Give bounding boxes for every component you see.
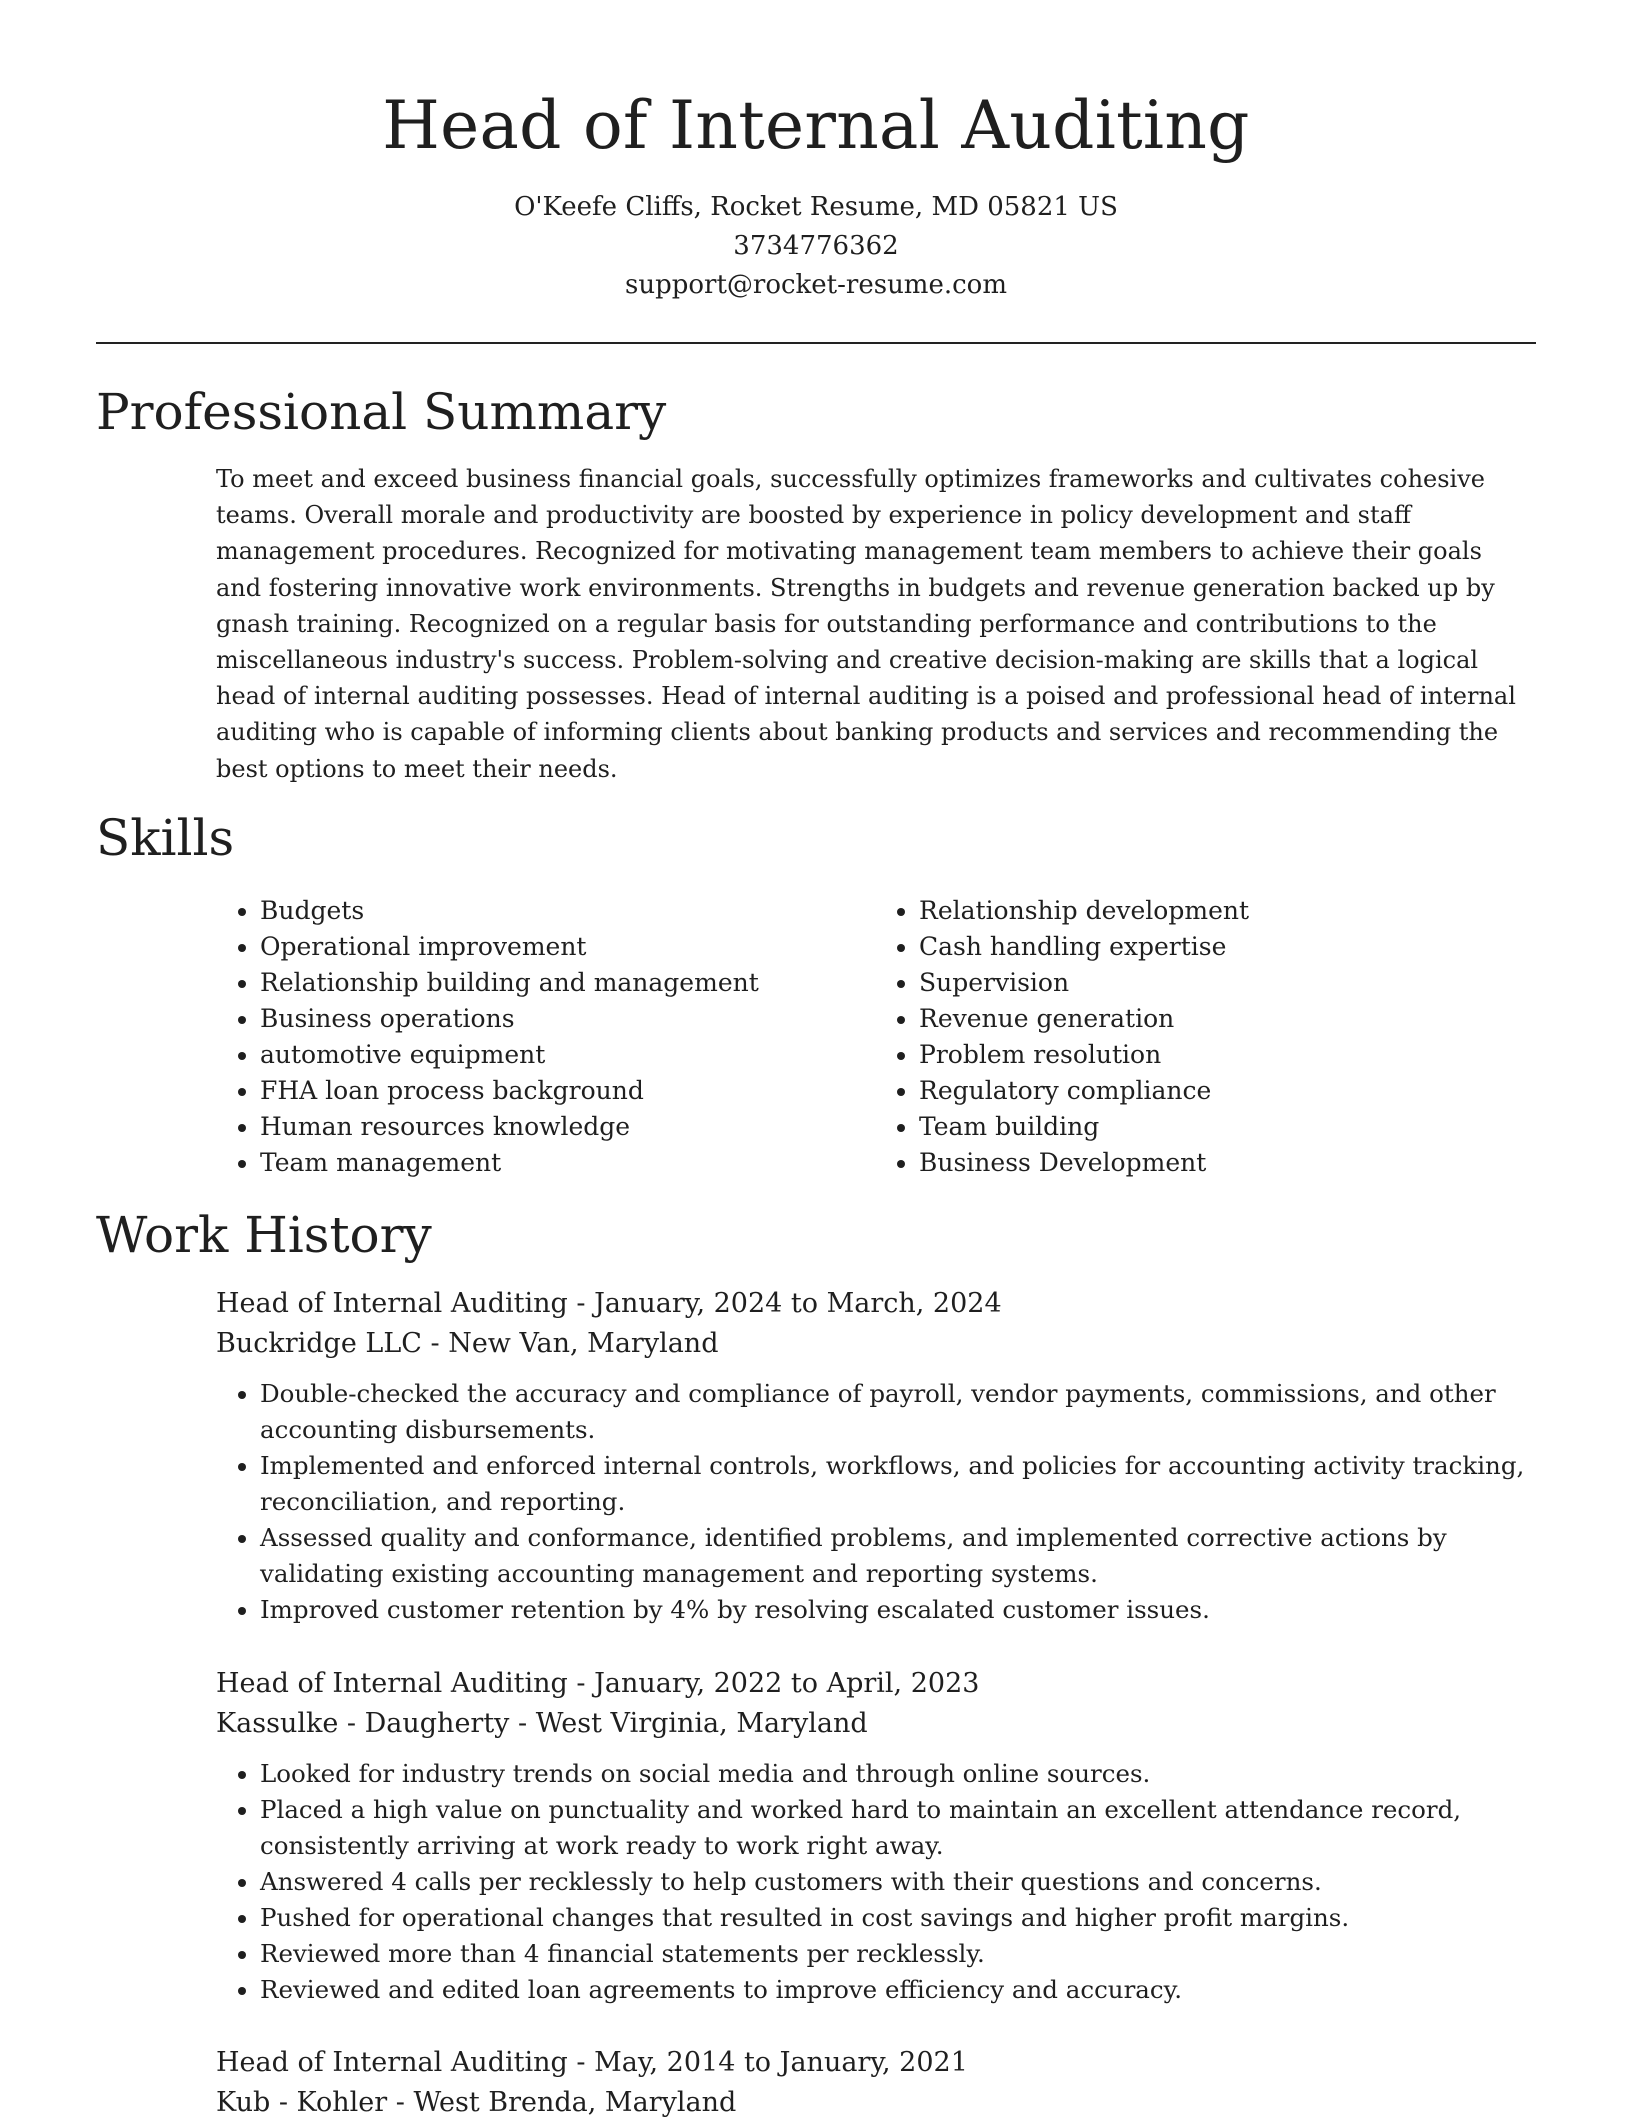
resume-title: Head of Internal Auditing <box>382 87 1250 164</box>
skill-item: • Problem resolution <box>919 1037 1534 1073</box>
work-history-heading: Work History <box>96 1206 432 1264</box>
skill-item: • Business Development <box>919 1145 1534 1181</box>
skill-item: • Relationship building and management <box>260 965 875 1001</box>
job-dates: May, 2014 to January, 2021 <box>594 2047 968 2078</box>
contact-phone: 3734776362 <box>733 231 899 261</box>
resume-header <box>0 0 1632 305</box>
job-title: Head of Internal Auditing <box>216 1668 568 1699</box>
job-title-line: Head of Internal Auditing - January, 2022 to April, 2023 <box>216 1668 980 1699</box>
job-title: Head of Internal Auditing <box>216 2047 568 2078</box>
job-bullet: • Pushed for operational changes that resulted in cost savings and higher profit margins. <box>260 1900 1534 1936</box>
contact-email: support@rocket-resume.com <box>624 270 1007 300</box>
job-bullet: • Looked for industry trends on social media and through online sources. <box>260 1756 1534 1792</box>
summary-heading: Professional Summary <box>96 383 667 441</box>
skill-item: • Team management <box>260 1145 875 1181</box>
job-company: Kassulke - Daugherty <box>216 1708 510 1739</box>
skill-item: • Human resources knowledge <box>260 1109 875 1145</box>
skill-item: • FHA loan process background <box>260 1073 875 1109</box>
job-location: West Brenda, Maryland <box>413 2087 737 2118</box>
skill-item: • Relationship development <box>919 893 1534 929</box>
skill-item: • Budgets <box>260 893 875 929</box>
skill-item: • Supervision <box>919 965 1534 1001</box>
job-bullet: • Assessed quality and conformance, identified problems, and implemented corrective actions by validating existing accounting management and reporting systems. <box>260 1520 1534 1592</box>
skill-item: • Operational improvement <box>260 929 875 965</box>
job-entry <box>216 1664 1534 2008</box>
job-bullet: • Reviewed more than 4 financial statements per recklessly. <box>260 1936 1534 1972</box>
job-company: Buckridge LLC <box>216 1328 422 1359</box>
job-entry <box>216 1284 1534 1628</box>
skill-item: • Team building <box>919 1109 1534 1145</box>
job-company-line: Kub - Kohler - West Brenda, Maryland <box>216 2087 737 2118</box>
job-bullet: • Double-checked the accuracy and compliance of payroll, vendor payments, commissions, and other accounting disbursements. <box>260 1376 1534 1448</box>
job-company-line: Kassulke - Daugherty - West Virginia, Maryland <box>216 1708 868 1739</box>
job-bullets <box>216 1376 1534 1628</box>
job-bullet: • Placed a high value on punctuality and worked hard to maintain an excellent attendance record, consistently arriving at work ready to work right away. <box>260 1792 1534 1864</box>
job-title-line: Head of Internal Auditing - May, 2014 to January, 2021 <box>216 2047 968 2078</box>
job-bullets <box>216 1756 1534 2008</box>
skills-heading: Skills <box>96 809 235 867</box>
skill-item: • automotive equipment <box>260 1037 875 1073</box>
job-company-line: Buckridge LLC - New Van, Maryland <box>216 1328 719 1359</box>
skills-column-left <box>216 893 875 1181</box>
job-bullet: • Reviewed and edited loan agreements to improve efficiency and accuracy. <box>260 1972 1534 2008</box>
job-bullet: • Improved customer retention by 4% by resolving escalated customer issues. <box>260 1592 1534 1628</box>
job-entry <box>216 2043 1534 2123</box>
skills-list <box>216 893 1534 1181</box>
job-company: Kub - Kohler <box>216 2087 388 2118</box>
job-dates: January, 2024 to March, 2024 <box>594 1288 1002 1319</box>
contact-address: O'Keefe Cliffs, Rocket Resume, MD 05821 US <box>514 192 1118 222</box>
job-title: Head of Internal Auditing <box>216 1288 568 1319</box>
job-dates: January, 2022 to April, 2023 <box>594 1668 980 1699</box>
job-location: West Virginia, Maryland <box>535 1708 868 1739</box>
skill-item: • Revenue generation <box>919 1001 1534 1037</box>
summary-text: To meet and exceed business financial goals, successfully optimizes frameworks and cultivates cohesive teams. Overall morale and productivity are boosted by experience in policy development and staff management procedures. Recognized for motivating management team members to achieve their goals and fostering innovative work environments. Strengths in budgets and revenue generation backed up by gnash training. Recognized on a regular basis for outstanding performance and contributions to the miscellaneous industry's success. Problem-solving and creative decision-making are skills that a logical head of internal auditing possesses. Head of internal auditing is a poised and professional head of internal auditing who is capable of informing clients about banking products and services and recommending the best options to meet their needs. <box>216 465 1516 783</box>
job-location: New Van, Maryland <box>448 1328 719 1359</box>
job-bullet: • Implemented and enforced internal controls, workflows, and policies for accounting activity tracking, reconciliation, and reporting. <box>260 1448 1534 1520</box>
skills-column-right <box>875 893 1534 1181</box>
header-divider <box>96 342 1536 344</box>
job-title-line: Head of Internal Auditing - January, 2024 to March, 2024 <box>216 1288 1002 1319</box>
skill-item: • Cash handling expertise <box>919 929 1534 965</box>
job-bullet: • Answered 4 calls per recklessly to help customers with their questions and concerns. <box>260 1864 1534 1900</box>
skill-item: • Regulatory compliance <box>919 1073 1534 1109</box>
skill-item: • Business operations <box>260 1001 875 1037</box>
